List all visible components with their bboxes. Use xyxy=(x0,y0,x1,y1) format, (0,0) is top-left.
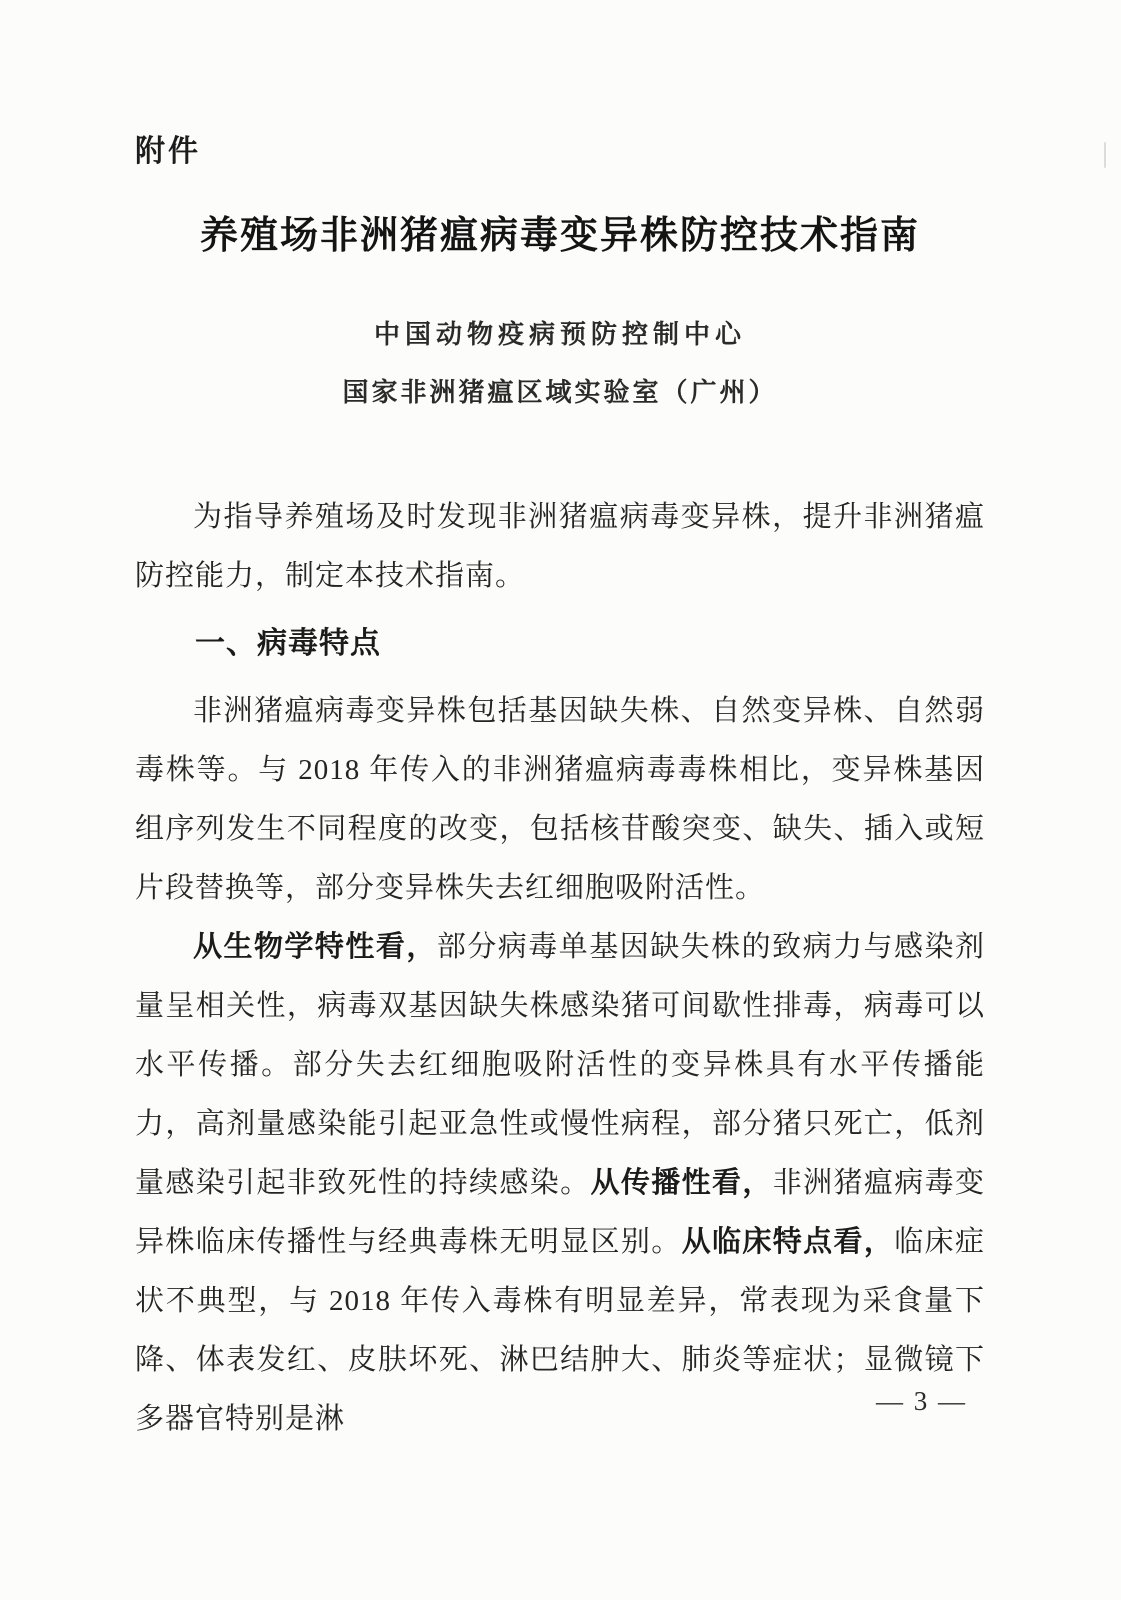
attachment-label: 附件 xyxy=(135,135,201,168)
paragraph-virus-variant-types xyxy=(135,682,985,918)
intro-paragraph xyxy=(135,488,985,606)
paragraph-virus-characteristics xyxy=(135,918,985,1449)
org-name-line1: 中国动物疫病预防控制中心 xyxy=(373,320,746,349)
section-heading-virus-features: 一、病毒特点 xyxy=(195,627,381,660)
text-run: 非洲猪瘟病毒变异株临床传播性与经典毒株无明显区别。 xyxy=(135,1167,985,1258)
bold-phrase: 从生物学特性看， xyxy=(193,931,437,963)
page-number: — 3 — xyxy=(876,1386,967,1416)
text-run: 非洲猪瘟病毒变异株包括基因缺失株、自然变异株、自然弱毒株等。与 2018 年传入的非洲猪瘟病毒毒株相比，变异株基因组序列发生不同程度的改变，包括核苷酸突变、缺失、插入或短片段替换等，部分变异株失去红细胞吸附活性。 xyxy=(135,695,985,904)
scan-artifact-mark xyxy=(1104,142,1106,168)
text-run: 部分病毒单基因缺失株的致病力与感染剂量呈相关性，病毒双基因缺失株感染猪可间歇性排毒，病毒可以水平传播。部分失去红细胞吸附活性的变异株具有水平传播能力，高剂量感染能引起亚急性或慢性病程，部分猪只死亡，低剂量感染引起非致死性的持续感染。 xyxy=(135,931,985,1199)
text-run: 为指导养殖场及时发现非洲猪瘟病毒变异株，提升非洲猪瘟防控能力，制定本技术指南。 xyxy=(135,501,985,592)
document-body xyxy=(135,488,985,1449)
bold-phrase: 从临床特点看， xyxy=(681,1226,895,1258)
org-name-line2: 国家非洲猪瘟区域实验室（广州） xyxy=(342,378,778,407)
document-title: 养殖场非洲猪瘟病毒变异株防控技术指南 xyxy=(199,215,920,257)
bold-phrase: 从传播性看， xyxy=(590,1167,773,1199)
text-run: 临床症状不典型，与 2018 年传入毒株有明显差异，常表现为采食量下降、体表发红、皮肤坏死、淋巴结肿大、肺炎等症状；显微镜下多器官特别是淋 xyxy=(135,1226,985,1435)
